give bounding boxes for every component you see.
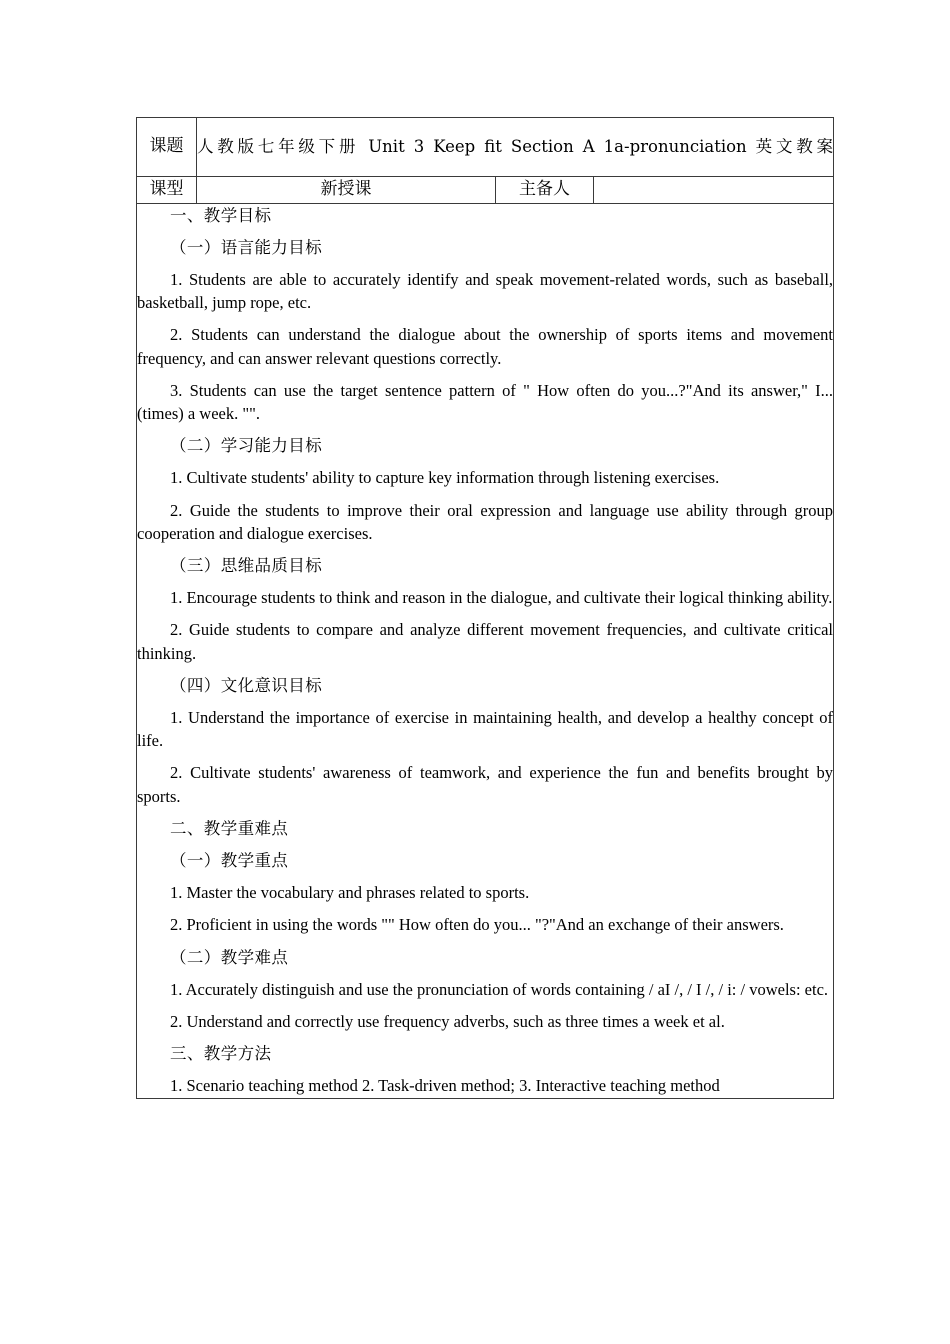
section-heading: 三、教学方法 (170, 1044, 272, 1064)
section-heading: （四）文化意识目标 (170, 675, 323, 695)
section-heading: 二、教学重难点 (170, 818, 289, 838)
body-paragraph: 2. Cultivate students' awareness of teamwork, and experience the fun and benefits brought by sports. (137, 763, 834, 806)
body-paragraph: 1. Cultivate students' ability to capture key information through listening exercises. (170, 468, 720, 488)
body-paragraph: 1. Master the vocabulary and phrases related to sports. (170, 883, 530, 903)
body-paragraph: 2. Guide students to compare and analyze different movement frequencies, and cultivate critical thinking. (137, 620, 834, 663)
section-heading: （一）教学重点 (170, 850, 289, 870)
lesson-body-cell (137, 203, 834, 1098)
owner-label-cell: 主备人 (496, 177, 594, 204)
body-paragraph: 3. Students can use the target sentence pattern of " How often do you...?"And its answer," I... (times) a week. "". (137, 380, 834, 423)
type-label-cell: 课型 (137, 177, 197, 204)
body-paragraph: 2. Understand and correctly use frequency adverbs, such as three times a week et al. (170, 1011, 725, 1031)
body-paragraph: 1. Students are able to accurately identify and speak movement-related words, such as baseball, basketball, jump rope, etc. (137, 269, 834, 313)
body-paragraph: 2. Proficient in using the words "" How often do you... "?"And an exchange of their answers. (170, 915, 784, 935)
body-paragraph: 1. Scenario teaching method 2. Task-driven method; 3. Interactive teaching method (170, 1076, 720, 1096)
title-value-cell: 人教版七年级下册 Unit 3 Keep fit Section A 1a-pronunciation 英文教案 (197, 118, 834, 177)
section-heading: 一、教学目标 (170, 205, 272, 225)
title-label-cell: 课题 (137, 118, 197, 177)
table-row-type (137, 177, 834, 204)
section-heading: （二）学习能力目标 (170, 436, 323, 456)
lesson-plan-table (136, 117, 834, 1099)
type-value-cell: 新授课 (197, 177, 496, 204)
body-paragraph: 1. Accurately distinguish and use the pronunciation of words containing / aI /, / I /, / i: / vowels: etc. (170, 979, 829, 999)
section-heading: （一）语言能力目标 (170, 237, 323, 257)
body-paragraph: 1. Understand the importance of exercise in maintaining health, and develop a healthy concept of life. (137, 707, 834, 751)
section-heading: （二）教学难点 (170, 947, 289, 967)
owner-value-cell (594, 177, 834, 204)
table-row-title (137, 118, 834, 177)
body-paragraph: 1. Encourage students to think and reason in the dialogue, and cultivate their logical thinking ability. (170, 588, 833, 608)
body-paragraph: 2. Guide the students to improve their oral expression and language use ability through group cooperation and dialogue exercises. (137, 500, 834, 543)
table-row-body (137, 203, 834, 1098)
section-heading: （三）思维品质目标 (170, 555, 323, 575)
lesson-body-content (137, 204, 833, 1098)
body-paragraph: 2. Students can understand the dialogue about the ownership of sports items and movement frequency, and can answer relevant questions correctly. (137, 325, 834, 368)
